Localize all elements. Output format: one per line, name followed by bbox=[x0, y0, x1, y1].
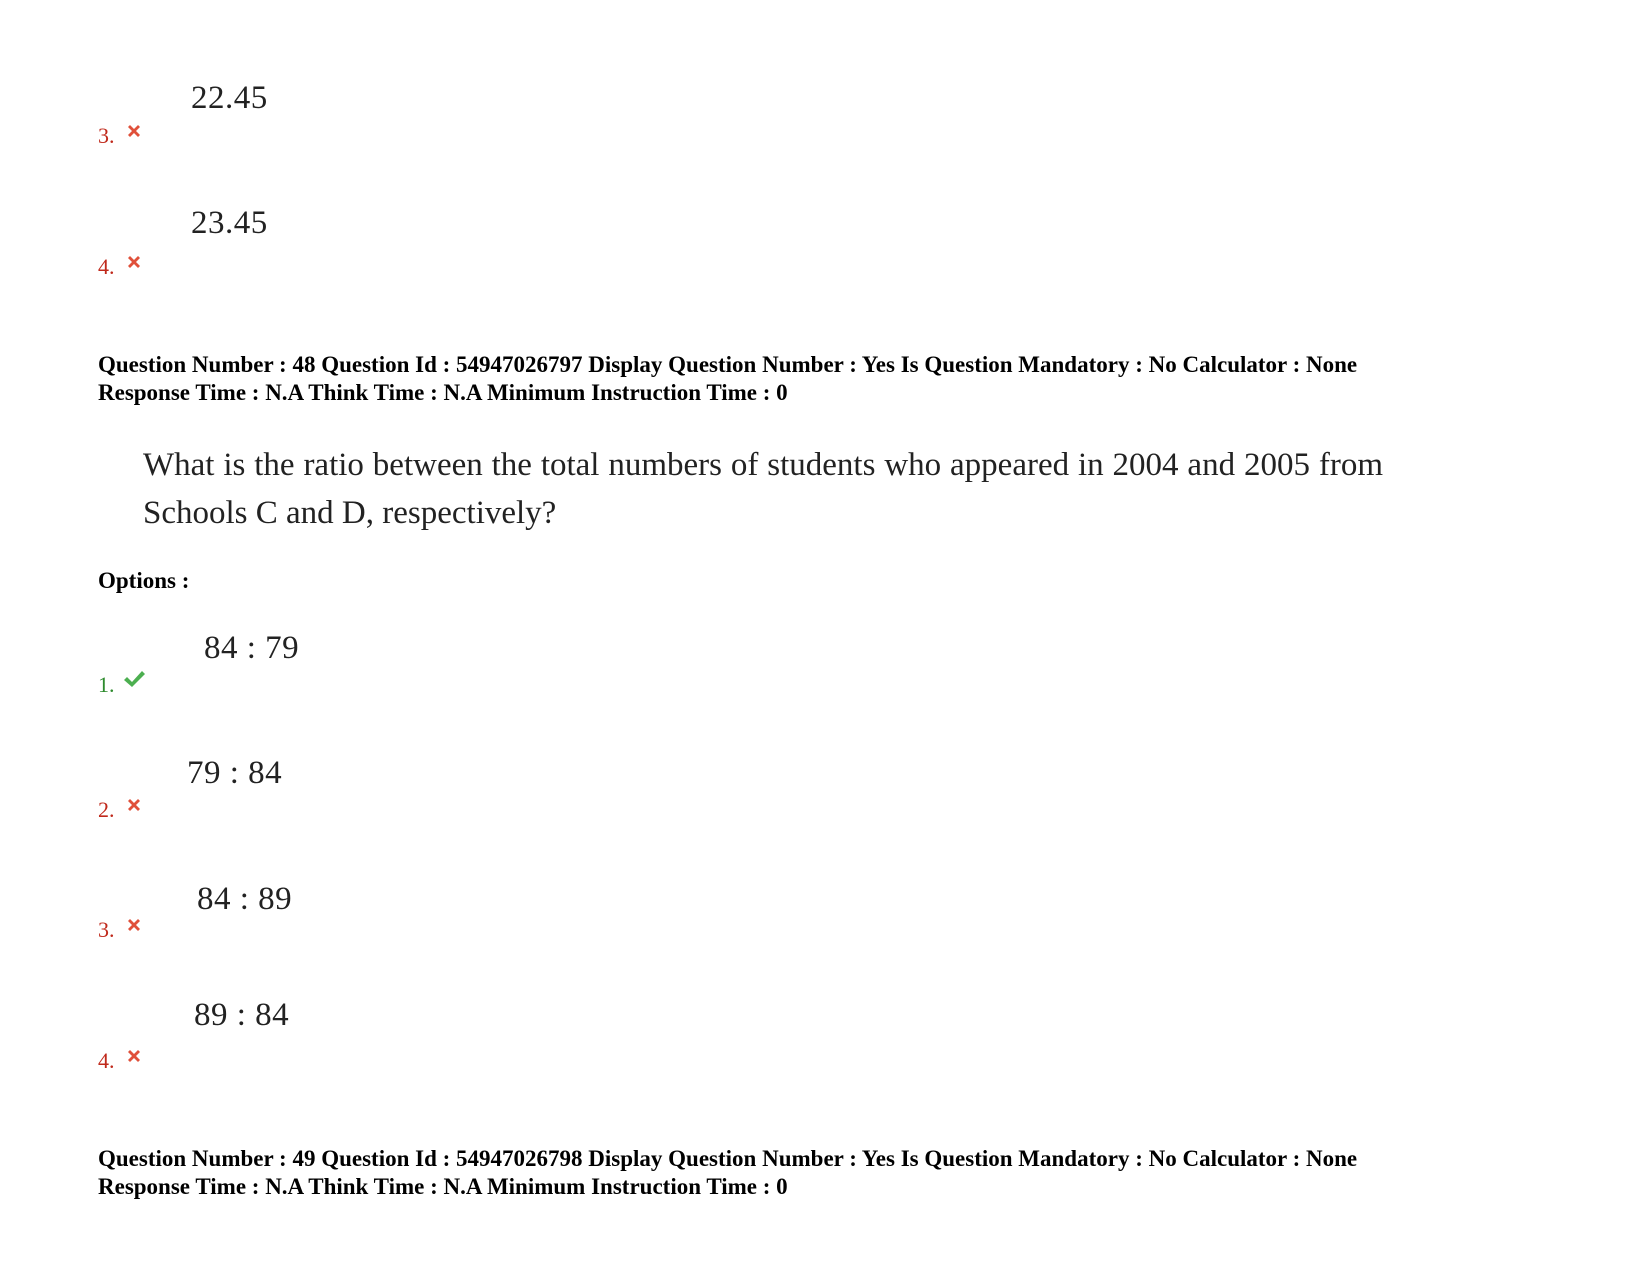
options-label: Options : bbox=[98, 568, 190, 593]
question-meta-line2: Response Time : N.A Think Time : N.A Minimum Instruction Time : 0 bbox=[98, 1174, 788, 1199]
question-meta-line2: Response Time : N.A Think Time : N.A Minimum Instruction Time : 0 bbox=[98, 380, 788, 405]
question-text: What is the ratio between the total numbers of students who appeared in 2004 and 2005 from Schools C and D, respectively? bbox=[143, 447, 1383, 531]
option-number: 4. bbox=[98, 1048, 115, 1073]
option-number: 3. bbox=[98, 123, 115, 148]
option-number: 4. bbox=[98, 254, 115, 279]
option-value: 89 : 84 bbox=[194, 997, 290, 1033]
option-value: 22.45 bbox=[191, 80, 268, 116]
cross-icon bbox=[125, 796, 143, 814]
option-value: 84 : 79 bbox=[204, 630, 300, 666]
option-value: 79 : 84 bbox=[187, 755, 283, 791]
option-value: 23.45 bbox=[191, 205, 268, 241]
cross-icon bbox=[125, 253, 143, 271]
option-number: 1. bbox=[98, 672, 115, 697]
cross-icon bbox=[125, 122, 143, 140]
option-number: 3. bbox=[98, 917, 115, 942]
question-meta-line1: Question Number : 49 Question Id : 54947026798 Display Question Number : Yes Is Question Mandatory : No Calculator : None bbox=[98, 1146, 1358, 1171]
cross-icon bbox=[125, 1047, 143, 1065]
check-icon bbox=[122, 668, 146, 690]
question-meta-line1: Question Number : 48 Question Id : 54947026797 Display Question Number : Yes Is Question Mandatory : No Calculator : None bbox=[98, 352, 1358, 377]
cross-icon bbox=[125, 916, 143, 934]
option-value: 84 : 89 bbox=[197, 881, 293, 917]
option-number: 2. bbox=[98, 797, 115, 822]
